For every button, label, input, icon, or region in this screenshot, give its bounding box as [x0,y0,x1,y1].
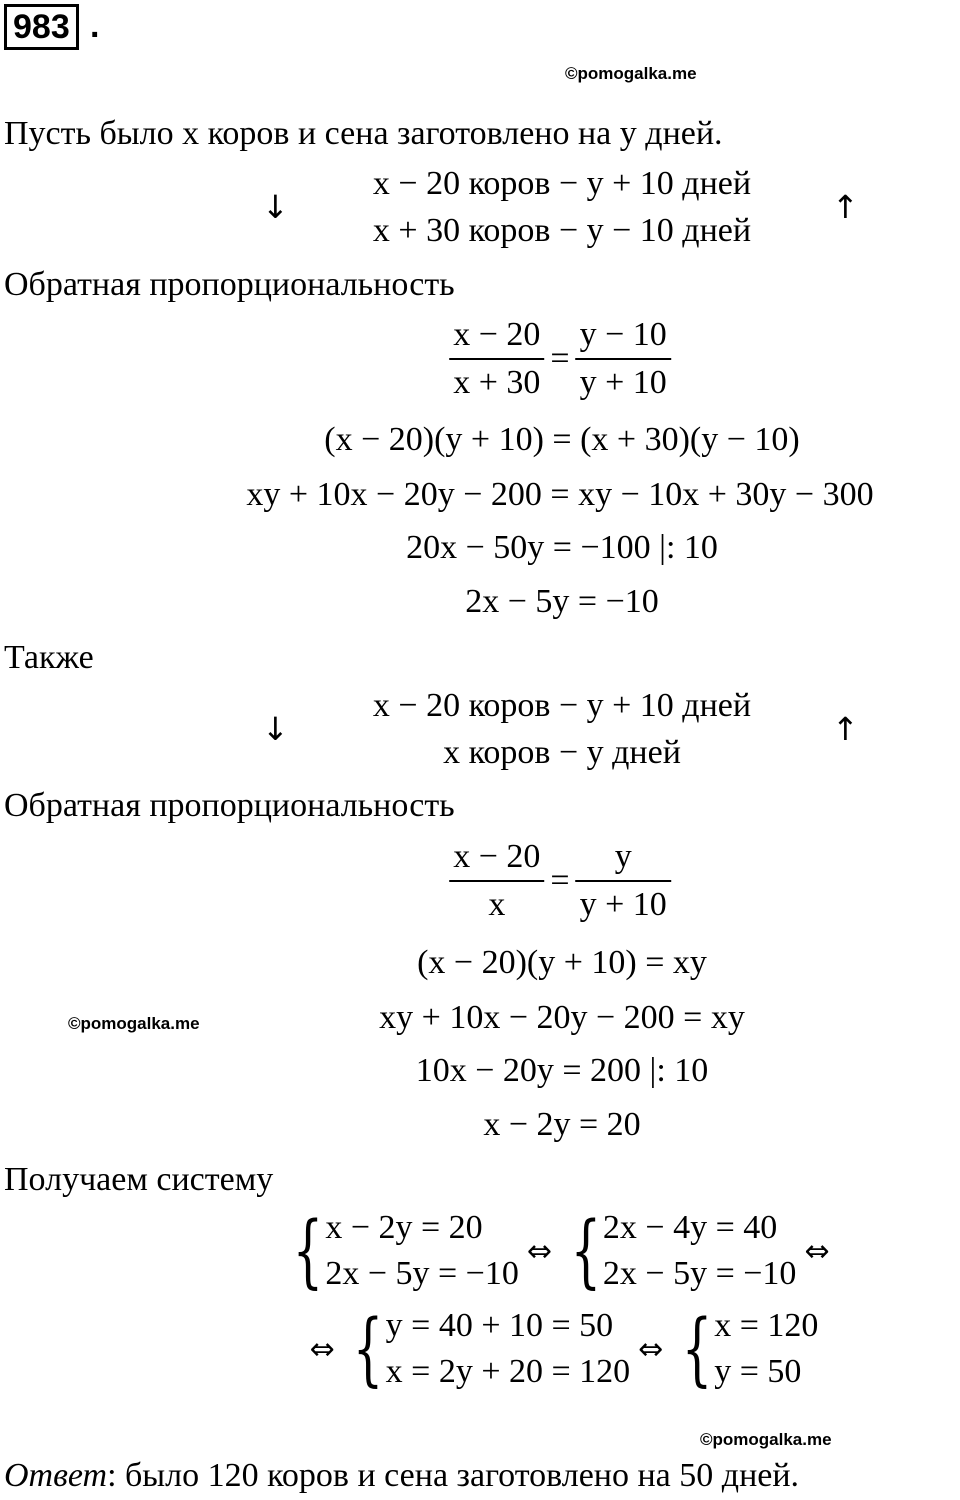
equation-1b: xy + 10x − 20y − 200 = xy − 10x + 30y − 300 [246,476,874,513]
watermark-middle: ©pomogalka.me [68,1014,200,1033]
watermark-top: ©pomogalka.me [565,64,697,83]
system-1-eq2: 2x − 5y = −10 [325,1255,519,1292]
denominator: x [488,886,506,923]
fraction-equation-2 [449,834,671,928]
arrow-down-icon: ↓ [262,188,289,226]
equivalence-icon: ⇔ [526,1233,552,1269]
problem-number-dot: . [90,7,100,45]
inverse-label-1: Обратная пропорциональность [4,266,455,303]
denominator: y + 10 [579,364,667,401]
denominator: y + 10 [579,886,667,923]
fraction-equation-1 [449,312,671,406]
system-4 [671,1303,818,1395]
equation-1d: 2x − 5y = −10 [465,583,659,620]
equation-1c: 20x − 50y = −100 |: 10 [406,529,718,566]
system-1-eq1: x − 2y = 20 [325,1209,483,1246]
system-1 [282,1205,518,1297]
equation-2a: (x − 20)(y + 10) = xy [417,944,707,981]
system-3-eq2: x = 2y + 20 = 120 [385,1353,631,1390]
answer [4,1456,799,1496]
equation-1a: (x − 20)(y + 10) = (x + 30)(y − 10) [324,421,800,458]
numerator: x − 20 [449,312,544,360]
case2-line2: x коров − y дней [443,734,681,771]
system-label: Получаем систему [4,1161,274,1198]
numerator: x − 20 [449,834,544,882]
equation-2d: x − 2y = 20 [483,1106,641,1143]
intro-text: Пусть было x коров и сена заготовлено на y дней. [4,115,723,152]
arrow-up-icon: ↑ [832,710,859,748]
case1-line2: x + 30 коров − y − 10 дней [372,212,752,249]
fraction-left-2 [449,834,544,928]
also-label: Также [4,639,94,676]
equals-sign: = [550,862,570,899]
arrow-up-icon: ↑ [832,188,859,226]
brace: { [570,1204,601,1297]
system-2-eq1: 2x − 4y = 40 [602,1209,778,1246]
system-2-eq2: 2x − 5y = −10 [602,1255,797,1292]
answer-label: Ответ [4,1457,108,1494]
denominator: x + 30 [453,364,541,401]
equivalence-icon: ⇔ [804,1233,830,1269]
answer-text: : было 120 коров и сена заготовлено на 50 дней. [107,1457,800,1494]
brace: { [292,1204,324,1297]
system-row-2 [302,1303,819,1395]
system-row-1 [282,1205,837,1297]
system-2 [560,1205,796,1297]
equals-sign: = [550,340,570,377]
case2-line1: x − 20 коров − y + 10 дней [372,687,752,724]
numerator: y − 10 [576,312,671,360]
numerator: y [576,834,671,882]
system-4-eq1: x = 120 [714,1307,819,1344]
system-4-eq2: y = 50 [714,1353,802,1390]
equivalence-icon: ⇔ [309,1331,335,1367]
system-3 [343,1303,630,1395]
inverse-label-2: Обратная пропорциональность [4,787,455,824]
brace: { [352,1302,384,1395]
fraction-left-1 [449,312,544,406]
equivalence-icon: ⇔ [638,1331,664,1367]
equation-2c: 10x − 20y = 200 |: 10 [415,1052,709,1089]
system-3-eq1: y = 40 + 10 = 50 [385,1307,614,1344]
arrow-down-icon: ↓ [262,710,289,748]
brace: { [681,1302,713,1395]
fraction-right-1 [576,312,671,406]
case1-line1: x − 20 коров − y + 10 дней [372,165,752,202]
problem-number: 983 [4,4,79,50]
watermark-bottom: ©pomogalka.me [700,1430,832,1449]
equation-2b: xy + 10x − 20y − 200 = xy [379,999,745,1036]
fraction-right-2 [576,834,671,928]
